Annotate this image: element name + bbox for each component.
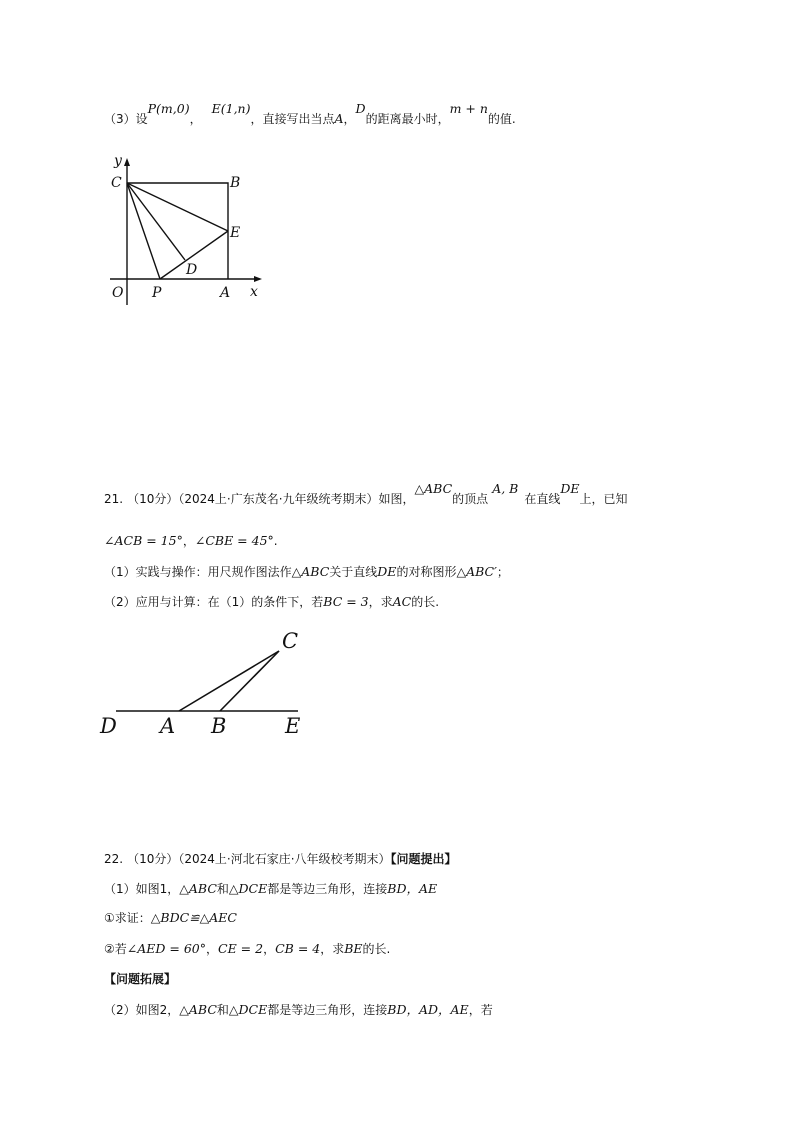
label-c: C bbox=[111, 175, 122, 191]
label-o: O bbox=[112, 285, 124, 301]
q22-extension-tag: 【问题拓展】 bbox=[104, 972, 177, 986]
q21-part2: （2）应用与计算：在（1）的条件下，若BC = 3，求AC的长. bbox=[104, 594, 440, 609]
q22-sub1: ①求证：△BDC≌△AEC bbox=[104, 910, 237, 925]
label-d: D bbox=[100, 714, 117, 738]
label-x: x bbox=[250, 284, 258, 300]
q22-part1: （1）如图1，△ABC和△DCE都是等边三角形，连接BD，AE bbox=[104, 881, 438, 896]
label-d: D bbox=[186, 262, 198, 278]
segment-cp bbox=[127, 183, 160, 279]
q21-geometry-figure bbox=[96, 625, 316, 740]
q20-geometry-figure bbox=[100, 150, 280, 310]
label-b: B bbox=[230, 175, 241, 191]
q21-part1: （1）实践与操作：用尺规作图法作△ABC关于直线DE的对称图形△ABC′； bbox=[104, 564, 509, 579]
label-p: P bbox=[152, 285, 162, 301]
label-c: C bbox=[282, 629, 299, 653]
segment-ce bbox=[127, 183, 228, 231]
label-y: y bbox=[114, 153, 122, 169]
x-axis-arrow-icon bbox=[254, 276, 262, 282]
square-top-right-sides bbox=[127, 183, 228, 279]
q21-heading: 21. （10分）（2024上·广东茂名·九年级统考期末）如图，△ABC的顶点A, B在直线DE上，已知 bbox=[104, 481, 628, 506]
label-a: A bbox=[160, 714, 176, 738]
label-e: E bbox=[285, 714, 301, 738]
label-b: B bbox=[211, 714, 227, 738]
y-axis-arrow-icon bbox=[124, 158, 130, 166]
q22-heading: 22. （10分）（2024上·河北石家庄·八年级校考期末）【问题提出】 bbox=[104, 852, 457, 866]
q22-sub2: ②若∠AED = 60°，CE = 2，CB = 4，求BE的长. bbox=[104, 941, 391, 956]
q22-part2: （2）如图2，△ABC和△DCE都是等边三角形，连接BD，AD，AE，若 bbox=[104, 1002, 493, 1017]
q21-given-angles: ∠ACB = 15°，∠CBE = 45°. bbox=[104, 533, 278, 548]
label-e: E bbox=[230, 225, 241, 241]
q20-part3-text: （3）设P(m,0)，E(1,n)，直接写出当点A，D的距离最小时，m + n的值. bbox=[104, 101, 516, 126]
segment-cd bbox=[127, 183, 185, 260]
label-a: A bbox=[220, 285, 231, 301]
